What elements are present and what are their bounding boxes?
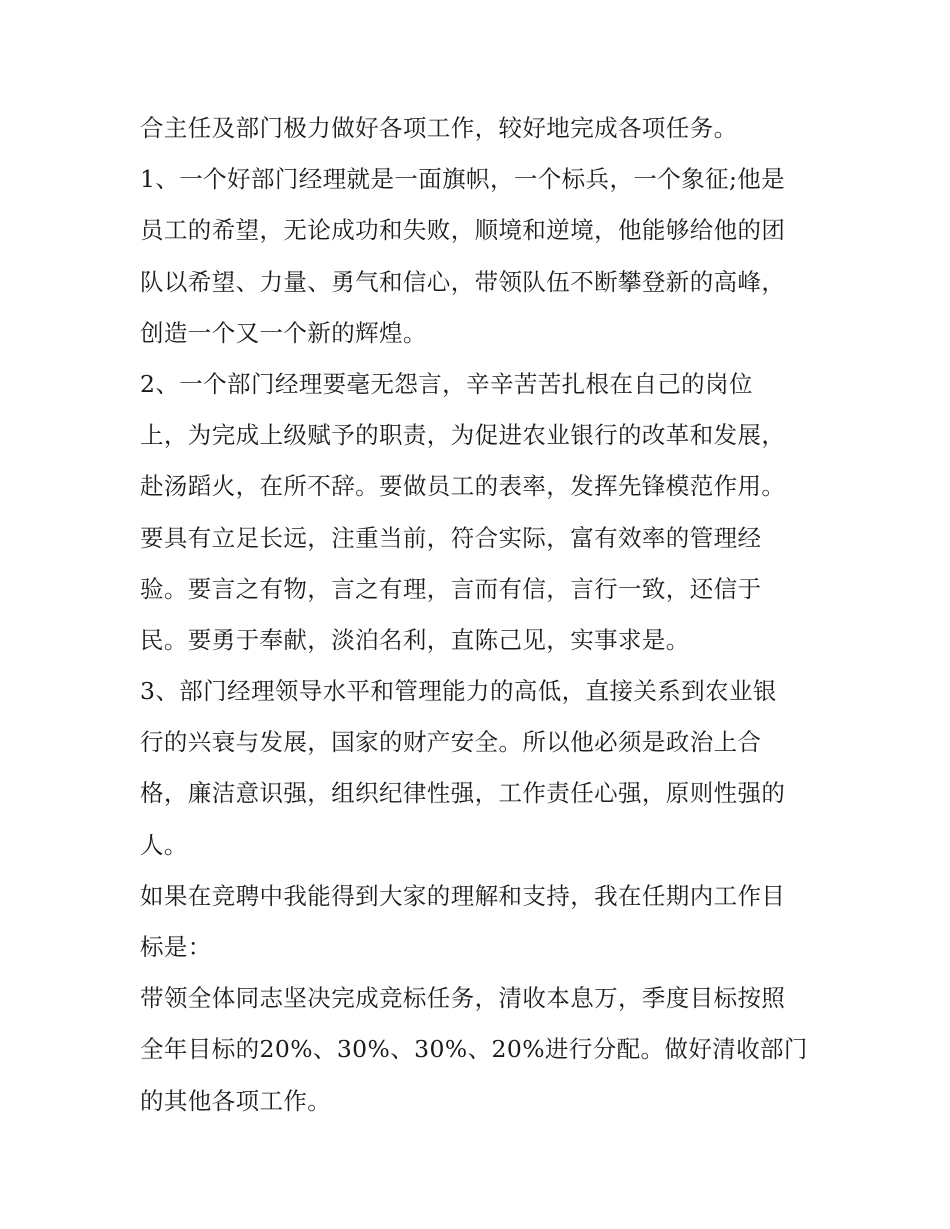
text-line: 合主任及部门极力做好各项工作，较好地完成各项任务。 (140, 114, 738, 142)
text-line: 格，廉洁意识强，组织纪律性强，工作责任心强，原则性强的 (140, 779, 786, 808)
text-line: 2、一个部门经理要毫无怨言，辛辛苦苦扎根在自己的岗位 (140, 369, 753, 398)
text-line: 的其他各项工作。 (140, 1086, 332, 1115)
text-line: 上，为完成上级赋予的职责，为促进农业银行的改革和发展， (140, 421, 786, 450)
text-line: 人。 (140, 830, 188, 859)
text-line: 标是： (140, 933, 212, 961)
text-line: 员工的希望，无论成功和失败，顺境和逆境，他能够给他的团 (140, 216, 786, 245)
text-line: 队以希望、力量、勇气和信心，带领队伍不断攀登新的高峰， (140, 267, 786, 296)
text-line: 验。要言之有物，言之有理，言而有信，言行一致，还信于 (140, 574, 762, 603)
text-line: 全年目标的20%、30%、30%、20%进行分配。做好清收部门 (140, 1035, 808, 1064)
text-line: 3、部门经理领导水平和管理能力的高低，直接关系到农业银 (140, 677, 777, 706)
text-line: 赴汤蹈火，在所不辞。要做员工的表率，发挥先锋模范作用。 (140, 472, 786, 501)
document-body (140, 103, 830, 1127)
text-line: 要具有立足长远，注重当前，符合实际，富有效率的管理经 (140, 523, 762, 552)
text-line: 如果在竞聘中我能得到大家的理解和支持，我在任期内工作目 (140, 881, 786, 910)
text-line: 民。要勇于奉献，淡泊名利，直陈己见，实事求是。 (140, 625, 690, 654)
text-line: 创造一个又一个新的辉煌。 (140, 318, 427, 347)
text-line: 行的兴衰与发展，国家的财产安全。所以他必须是政治上合 (140, 728, 762, 757)
text-line: 带领全体同志坚决完成竞标任务，清收本息万，季度目标按照 (140, 984, 786, 1013)
text-line: 1、一个好部门经理就是一面旗帜，一个标兵，一个象征;他是 (140, 165, 786, 194)
